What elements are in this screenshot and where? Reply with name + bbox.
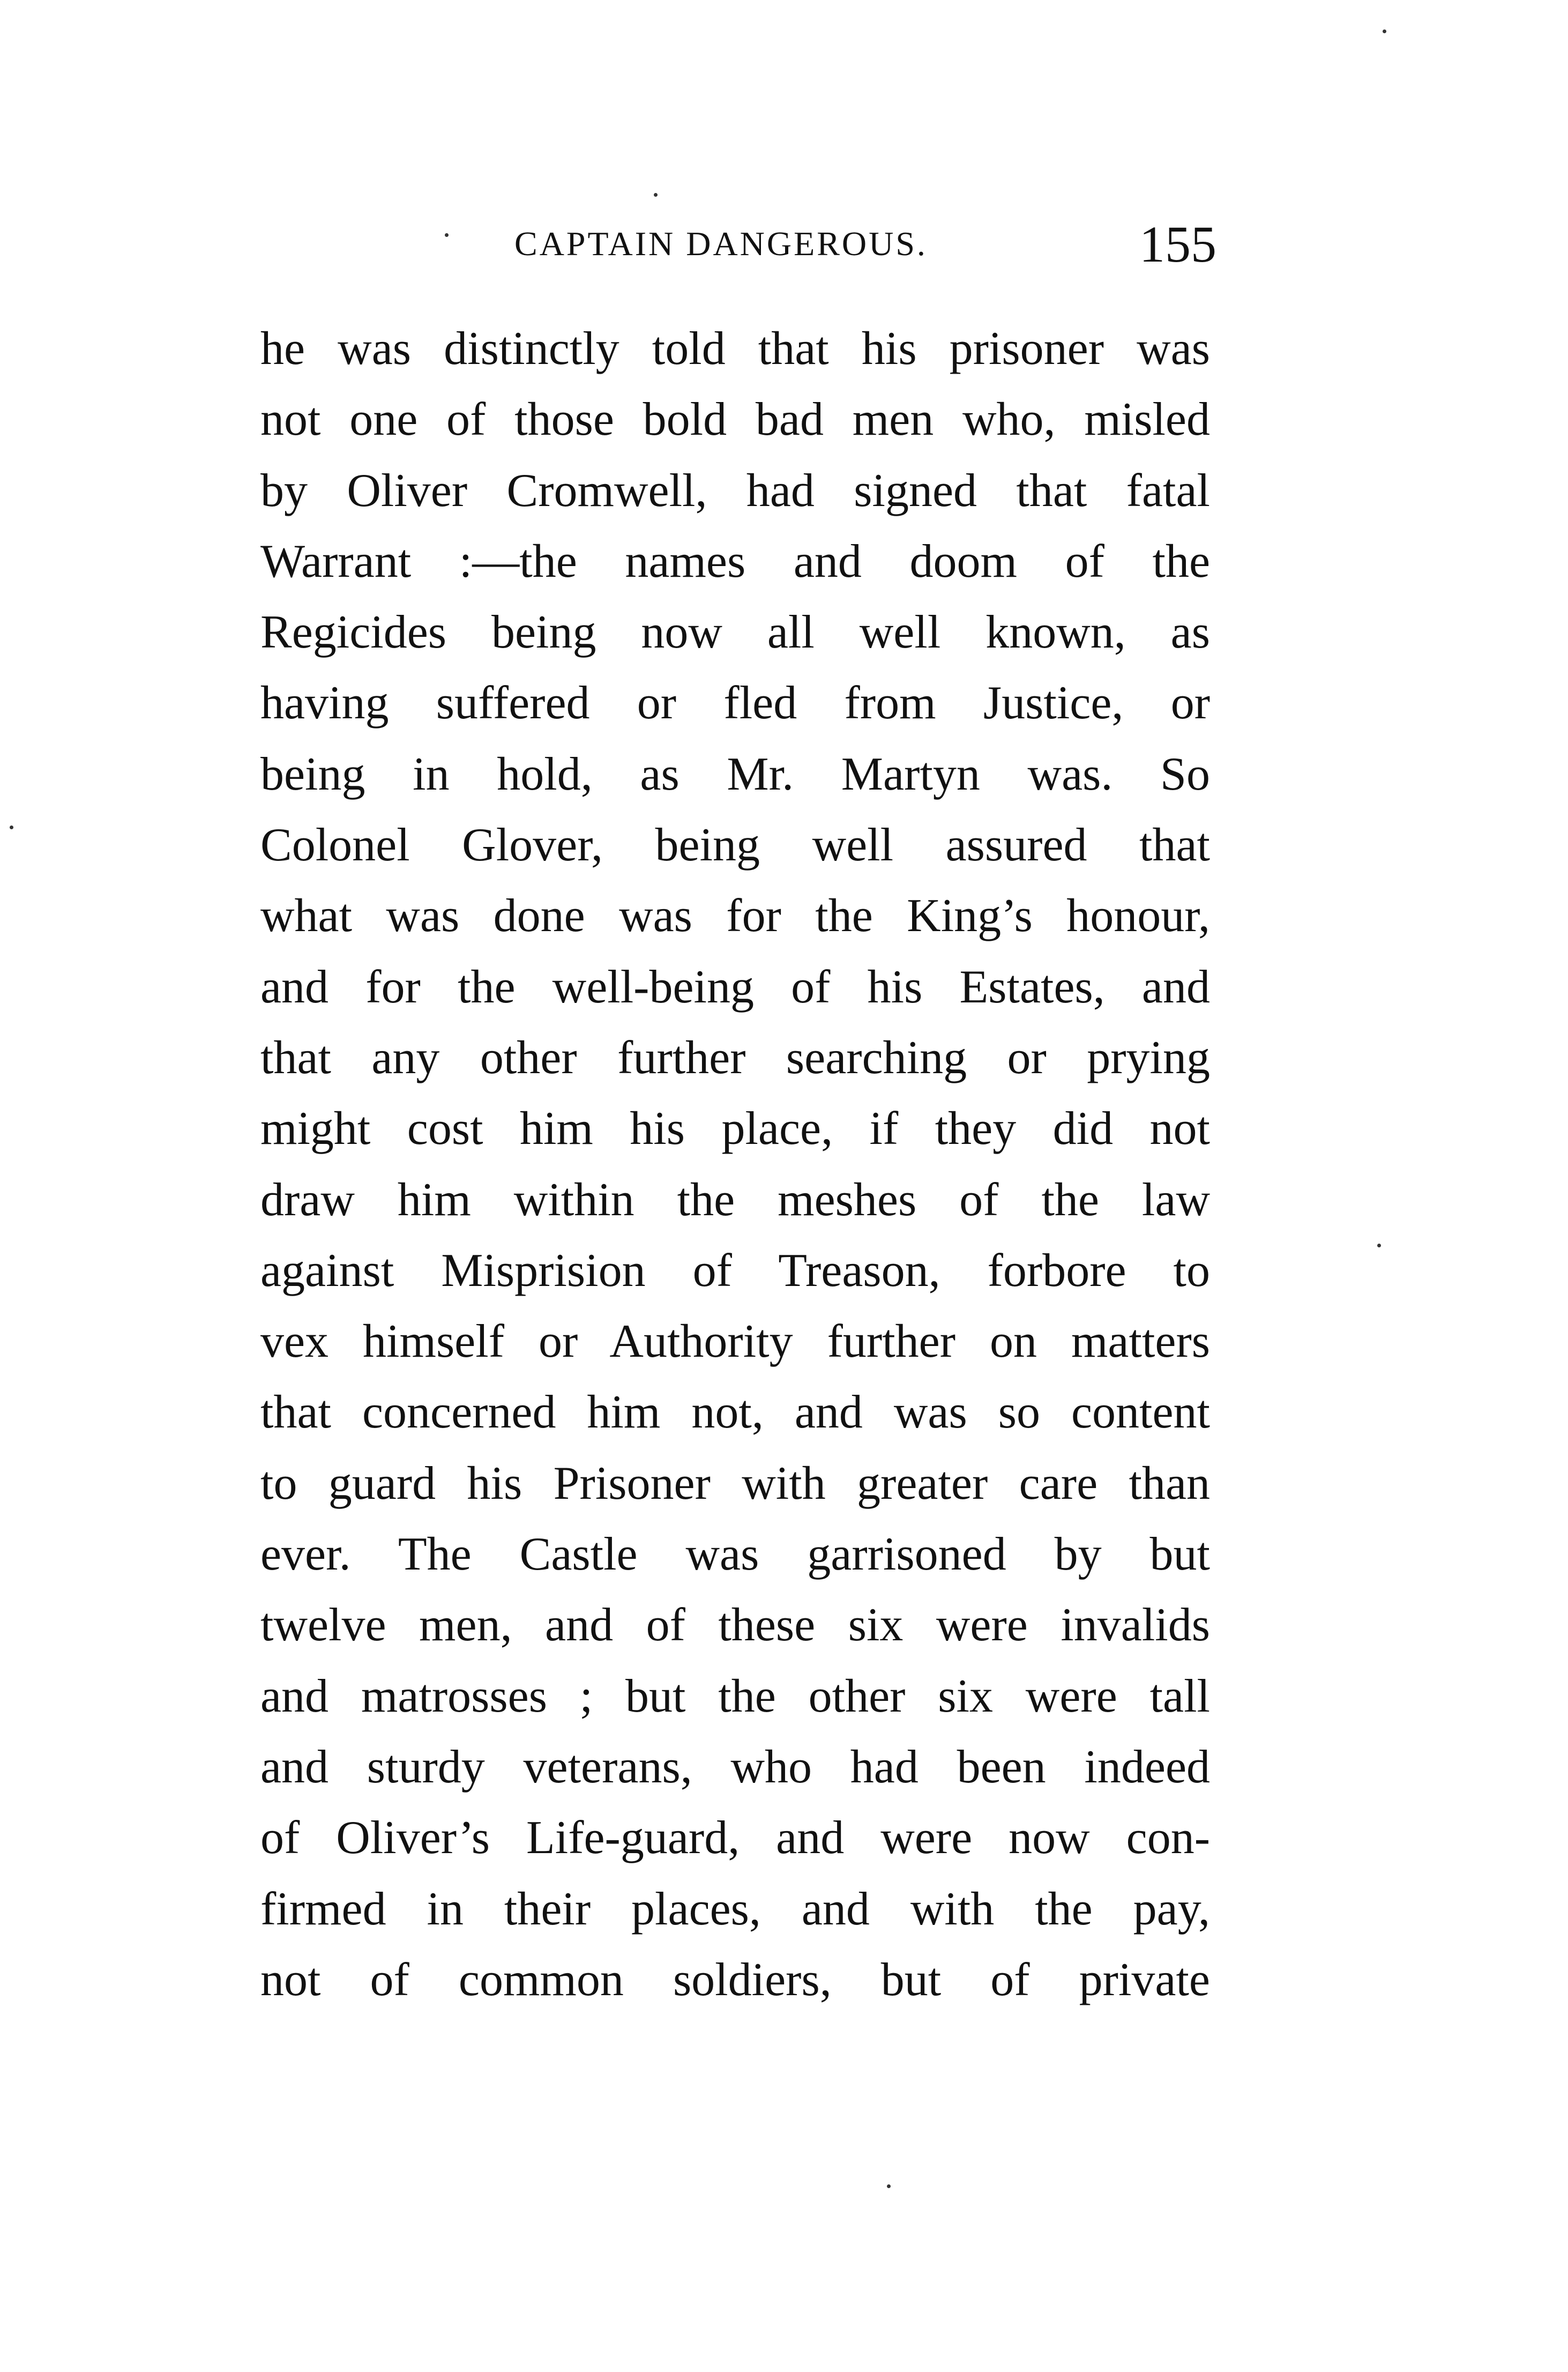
text-line: having suffered or fled from Justice, or: [260, 677, 1210, 730]
text-line: what was done was for the King’s honour,: [260, 890, 1210, 942]
text-line: he was distinctly told that his prisoner was: [260, 323, 1210, 375]
scan-speck: [10, 826, 13, 829]
page-number: 155: [1139, 215, 1216, 273]
scan-speck: [654, 193, 658, 197]
scan-speck: [1377, 1244, 1381, 1247]
scan-speck: [445, 233, 449, 237]
text-line: that concerned him not, and was so content: [260, 1386, 1210, 1439]
text-line: vex himself or Authority further on matters: [260, 1315, 1210, 1368]
text-line: Warrant :—the names and doom of the: [260, 535, 1210, 588]
running-header: [257, 214, 1216, 273]
running-title: CAPTAIN DANGEROUS.: [514, 225, 928, 263]
body-text: [260, 314, 1210, 2016]
text-line: Colonel Glover, being well assured that: [260, 819, 1210, 872]
scan-speck: [1383, 29, 1386, 33]
scan-speck: [887, 2184, 891, 2188]
text-line: and matrosses ; but the other six were tall: [260, 1670, 1210, 1722]
text-line: draw him within the meshes of the law: [260, 1173, 1210, 1226]
text-line: not of common soldiers, but of private: [260, 1953, 1210, 2006]
text-line: Regicides being now all well known, as: [260, 606, 1210, 659]
text-line: not one of those bold bad men who, misled: [260, 393, 1210, 446]
text-line: might cost him his place, if they did not: [260, 1103, 1210, 1155]
text-line: firmed in their places, and with the pay,: [260, 1883, 1210, 1935]
text-line: twelve men, and of these six were invalids: [260, 1599, 1210, 1652]
text-line: by Oliver Cromwell, had signed that fatal: [260, 464, 1210, 517]
text-line: against Misprision of Treason, forbore to: [260, 1244, 1210, 1297]
text-line: and sturdy veterans, who had been indeed: [260, 1741, 1210, 1793]
text-line: being in hold, as Mr. Martyn was. So: [260, 748, 1210, 800]
text-line: that any other further searching or prying: [260, 1031, 1210, 1084]
text-line: ever. The Castle was garrisoned by but: [260, 1528, 1210, 1581]
text-line: to guard his Prisoner with greater care than: [260, 1457, 1210, 1510]
text-line: of Oliver’s Life-guard, and were now con-: [260, 1812, 1210, 1864]
text-line: and for the well-being of his Estates, and: [260, 961, 1210, 1013]
